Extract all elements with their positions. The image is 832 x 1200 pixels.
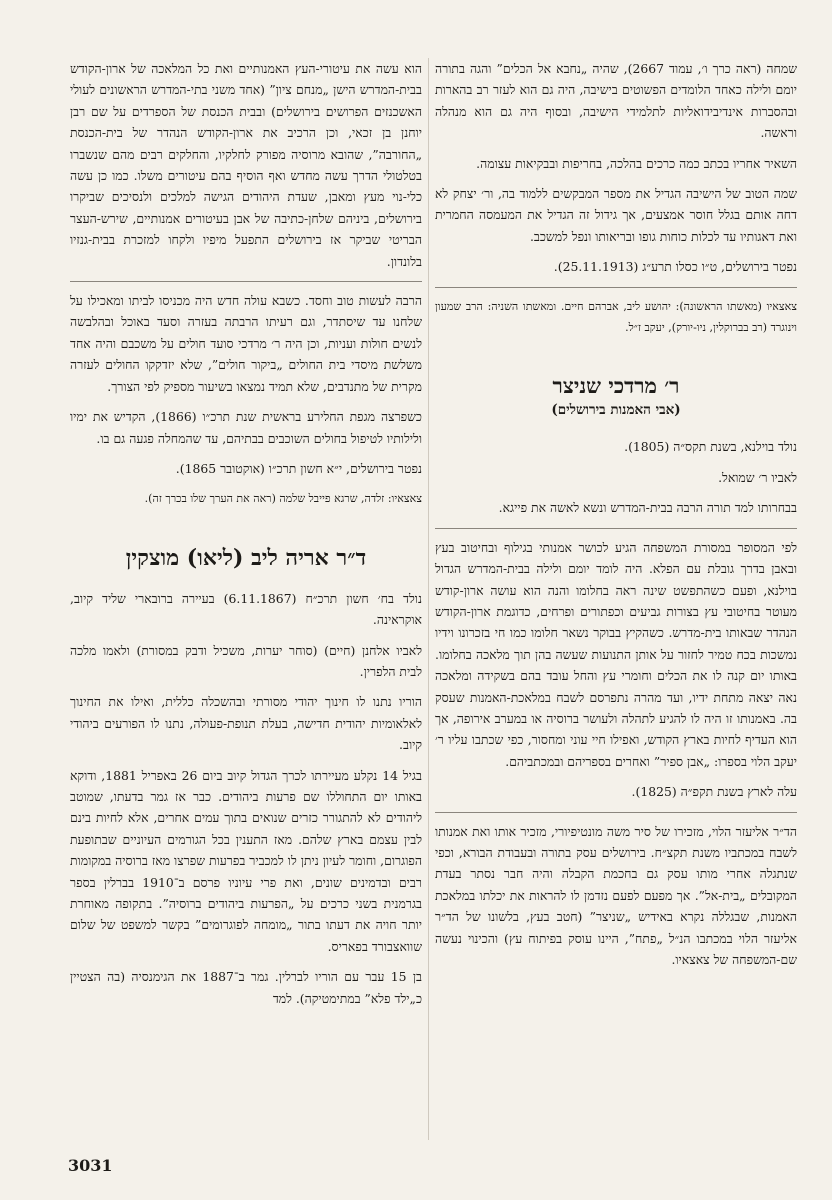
descendants-paragraph: צאצאיו: זלדה, שרגא פייבל שלמה (ראה את הערך שלו בכרך זה). xyxy=(144,492,422,506)
paragraph: שמה הטוב של הישיבה הגדיל את מספר המבקשים ללמוד בה, ור׳ יצחק לא דחה אותם בגלל חוסר אמצעים, אך גידול זה הגדיל את המעמסה החמרית ואת דאגותיו עד לכלות כוחות גופו ובריאותו ונפל למשכב. xyxy=(435,186,797,244)
paragraph: שמחה (ראה כרך ו׳, עמוד 2667), שהיה „נחבא אל הכלים” והגה בתורה יומם ולילה כאחד הלומדים הפשוטים בישיבה, היה גם הוא לעזר רב בהארות ובהסברות אינדיבידואליות לתלמידי הישיבה, ובסוף היה גם הוא מנהלה וראשה. xyxy=(435,61,797,141)
paragraph: הוא עשה את עיטורי-העץ האמנותיים ואת כל המלאכה של ארון-הקודש בבית-המדרש הישן „מנחם ציון” (אחד משני בתי-המדרש הראשונים לעולי האשכנזים הפרושים בירושלים) ובבית הכנסת של הספרדים על שם רבן יוחנן בן זכאי, וכן הרכיב את ארון-הקודש הנהדר של בית-הכנסת „החורבה”, שהובא מרוסיה מפורק לחלקיו, והחלקים רבים מהם שנשברו בטלטולי הדרך עשה מחדש ואף הוסיף בהם עיטורים משלו. כמו כן עשה כלי-נוי מעץ ומאבן, שעדת היהודים הגישה למלכים ולנסיכים שביקרו בירושלים, ביניהם שלחן-כתיבה של אבן בעיטורים אמנותיים, שירש-העצר הבריטי שביקר אז בירושלים התפעל מיפיו ולקחו למזכרת בבית-גנזיו בלונדון. xyxy=(70,61,422,269)
bio-title: ד״ר אריה ליב (ליאו) מוצקין xyxy=(125,544,367,571)
bio-heading xyxy=(435,372,797,420)
divider xyxy=(435,528,797,529)
divider xyxy=(435,812,797,813)
paragraph: בן 15 עבר עם הוריו לברלין. גמר ב־1887 את הגימנסיה (בה הצטיין כ„ילד פלא” במתימטיקה). למד xyxy=(70,969,423,1006)
paragraph: נולד בוילנא, בשנת תקס״ה (1805). xyxy=(624,439,797,455)
paragraph: השאיר אחריו בכתב כמה כרכים בהלכה, בחריפות ובבקיאות עצומה. xyxy=(476,155,797,171)
divider xyxy=(70,281,422,282)
paragraph: עלה לארץ בשנת תקפ״ה (1825). xyxy=(631,784,797,800)
page-number: 3031 xyxy=(68,1156,113,1175)
bio-subtitle: (אבי האמנות בירושלים) xyxy=(551,402,681,419)
bio-title: ר׳ מרדכי שניצר xyxy=(552,373,680,399)
paragraph: נפטר בירושלים, י״א חשון תרכ״ו (אוקטובר 1865). xyxy=(175,460,422,476)
descendants-paragraph: צאצאיו (מאשתו הראשונה): יהושע ליב, אברהם חיים. ומאשתו השניה: הרב שמעון וינוגרד (רב בברוקלין, ניו-יורק), יעקב ז״ל. xyxy=(435,299,797,335)
right-column xyxy=(435,58,797,979)
left-column xyxy=(70,58,422,1018)
paragraph: לאביו ר׳ שמואל. xyxy=(718,469,797,485)
column-divider xyxy=(428,58,429,1140)
paragraph: הוריו נתנו לו חינוך יהודי מסורתי ובהשכלה כללית, ואילו את החינוך לאלאומיות יהודית חדישה, בעלת תנופת-פעולה, נתנו לו הפורעים ביהודי קיוב. xyxy=(70,694,422,753)
paragraph: הרבה לעשות טוב וחסד. כשבא עולה חדש היה מכניסו לביתו ומאכילו על שלחנו עד שיסתדר, וגם רעיתו הרבתה בעזרה וסעד באוכל ובהלבשה לנשים חולות ועניות, וכן היה ר׳ מרדכי סועד חולים על משכבם והיה אחד משלשת מיסדי בית החולים „ביקור חולים”, שלא יזדקקו החולים לעזרה מקרית של מתנדבים, שלא תמיד נמצאו בשיעור מספיק לפי הצורך. xyxy=(70,293,422,394)
paragraph: לאביו אלחנן (חיים) (סוחר יערות, משכיל ודבק במסורת) ולאמו מלכה לבית הלפרין. xyxy=(70,642,422,679)
paragraph: לפי המסופר במסורת המשפחה הגיע לכושר אמנותי בגילוף ובחיטוב בעץ ובאבן בדרך גובלת עם הפלא. היה לומד יומם ולילה בבית-המדרש הגדול בוילנא, ופעם כשהתפשט שינה ראה בחלומו והנה הוא עושה ארון-קודש מעוטר בחיטובי עץ בצורות גביעים וכפתורים ופרחים, כדוגמת ארון-הקודש הנהדר שבאותו בית-מדרש. כשהקיץ בבוקר נשאר חלומו כמו חי בזכרונו וידיו נמשכות בכח טמיר לחזור על אותן התנועות שעשה בהן תוך מלאכה בחלומו. באותו יום קנה לו את הכלים וחומרי עץ והחל עובד בהם בשקידה ומלאכה נאה יצאה מתחת ידיו, ועד מהרה נתפרסם לשבח במלאכת-האמנות שעסק בה. באמנותו זו היה לו להגיע לתהלה ולעושר ברוסיה או במערב אירופה, אך הוא העדיף לחיות בארץ הקודש, ואפילו חיי עוני ומחסור, כפי שכתבו עליו ר׳ יעקב הלוי בספרו: „אבן ספיר” ואחרים בספריהם ובמכתביהם. xyxy=(435,539,797,769)
paragraph: בבחרותו למד תורה הרבה בבית-המדרש ונשא לאשה את פייגא. xyxy=(498,500,797,516)
divider xyxy=(435,287,797,288)
paragraph: נפטר בירושלים, ט״ו כסלו תרע״ג (25.11.1913). xyxy=(553,259,797,275)
paragraph: הד״ר אליעזר הלוי, מזכירו של סיר משה מונטיפיורי, מזכיר אותו ואת אמנותו לשבח במכתביו משנת תקצ״ח. בירושלים עסק בתורה ובעבודת הבורא, וכפי שנתגלה אחרי מותו עסק גם בחכמת הקבלה והיה חבר נסתר בעדת המקובלים „בית-אל”. אך מפעם לפעם נזדמן לו להראות את יכלתו במלאכת האמנות, שבגללה נקרא באידיש „שניצר” (חטב בעץ, בלשונו של הד״ר אליעזר הלוי במכתבו הנ״ל „פתח”, היינו עוסק בפיתוח עץ) והכינוי נעשה שם-המשפחה של צאצאיו. xyxy=(435,823,797,967)
paragraph: נולד בח׳ חשון תרכ״ח (6.11.1867) בעיירה ברובארי שליד קיוב, אוקראינה. xyxy=(70,590,422,628)
bio-heading xyxy=(70,544,422,572)
paragraph: בגיל 14 נקלע מעיירתו לכרך הגדול קיוב ביום 26 באפריל 1881, ודוקא באותו יום התחוללו שם פרעות ביהודים. כבר אז גמר בדעתו, שמוטב ליהודים לא להתגורר כזרים שנואים בתוך עמים אחרים, אלא לחיות בינם לבין עצמם בארץ שלהם. מאז התענין בכל הגורמים העיוניים שבתופעת הפוגרום, וחומר לעיון ניתן לו למכביר בפרעות שפרצו מאז ברוסיה במקומות רבים ובדמינים שונים, ואת פרי עיוניו פרסם ב־1910 בברלין בספר בגרמנית בשני כרכים על „הפרעות ביהודים ברוסיה”. בתקופה מאוחרת יותר חויה את דעתו בתור „מומחה לפוגרומים” בקשר למשפט של שלום שוואצבורד בפאריס. xyxy=(70,767,422,954)
paragraph: כשפרצה מגפת החלירע בראשית שנת תרכ״ו (1866), הקדיש את ימיו ולילותיו לטיפול בחולים השוכבים בבתיהם, עד שהמחלה פגעה גם בו. xyxy=(70,409,422,446)
